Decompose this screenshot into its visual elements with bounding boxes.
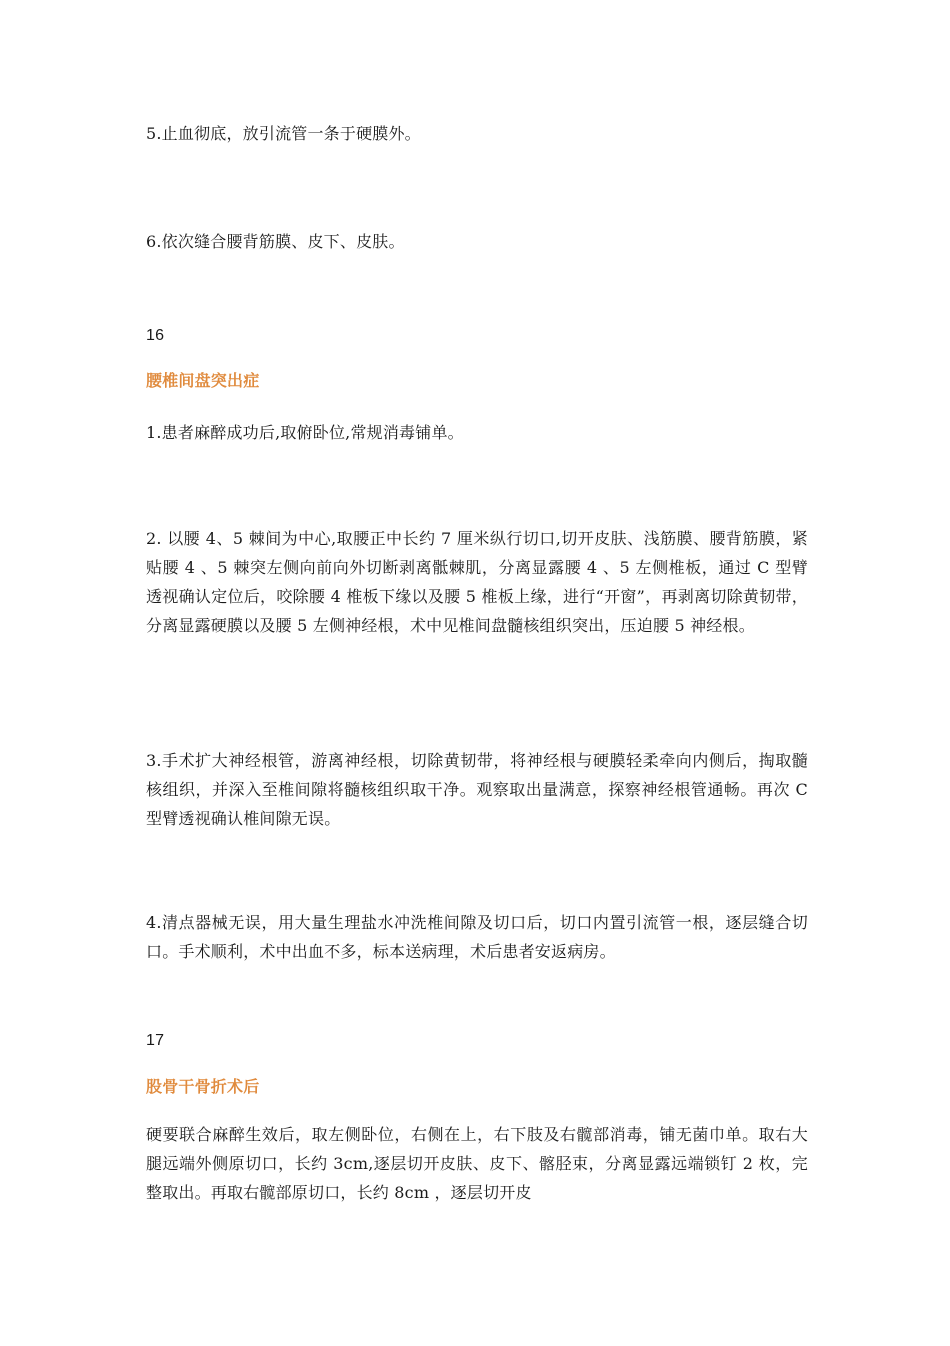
section16-step-3: 3.手术扩大神经根管，游离神经根，切除黄韧带，将神经根与硬膜轻柔牵向内侧后，掏取髓核组织，并深入至椎间隙将髓核组织取干净。观察取出量满意，探察神经根管通畅。再次 C 型臂透视确认椎间隙无误。	[146, 751, 808, 828]
section-title-17: 股骨干骨折术后	[146, 1077, 260, 1096]
section16-step-1: 1.患者麻醉成功后,取俯卧位,常规消毒铺单。	[146, 423, 464, 442]
section-number-16: 16	[146, 327, 165, 344]
section16-step-2: 2. 以腰 4、5 棘间为中心,取腰正中长约 7 厘米纵行切口,切开皮肤、浅筋膜、腰背筋膜，紧贴腰 4 、5 棘突左侧向前向外切断剥离骶棘肌，分离显露腰 4 、5 左侧椎板，通过 C 型臂透视确认定位后，咬除腰 4 椎板下缘以及腰 5 椎板上缘，进行“开窗”，再剥离切除黄韧带，分离显露硬膜以及腰 5 左侧神经根，术中见椎间盘髓核组织突出，压迫腰 5 神经根。	[146, 529, 808, 635]
section-number-17: 17	[146, 1032, 165, 1049]
section16-step-4: 4.清点器械无误，用大量生理盐水冲洗椎间隙及切口后，切口内置引流管一根，逐层缝合切口。手术顺利，术中出血不多，标本送病理，术后患者安返病房。	[146, 913, 808, 961]
section17-body: 硬要联合麻醉生效后，取左侧卧位，右侧在上，右下肢及右髋部消毒，铺无菌巾单。取右大腿远端外侧原切口，长约 3cm,逐层切开皮肤、皮下、髂胫束，分离显露远端锁钉 2 枚，完整取出。再取右髋部原切口，长约 8cm ，逐层切开皮	[146, 1125, 808, 1202]
paragraph-step-5: 5.止血彻底，放引流管一条于硬膜外。	[146, 124, 421, 143]
section-title-16: 腰椎间盘突出症	[146, 371, 260, 390]
paragraph-step-6: 6.依次缝合腰背筋膜、皮下、皮肤。	[146, 232, 405, 251]
